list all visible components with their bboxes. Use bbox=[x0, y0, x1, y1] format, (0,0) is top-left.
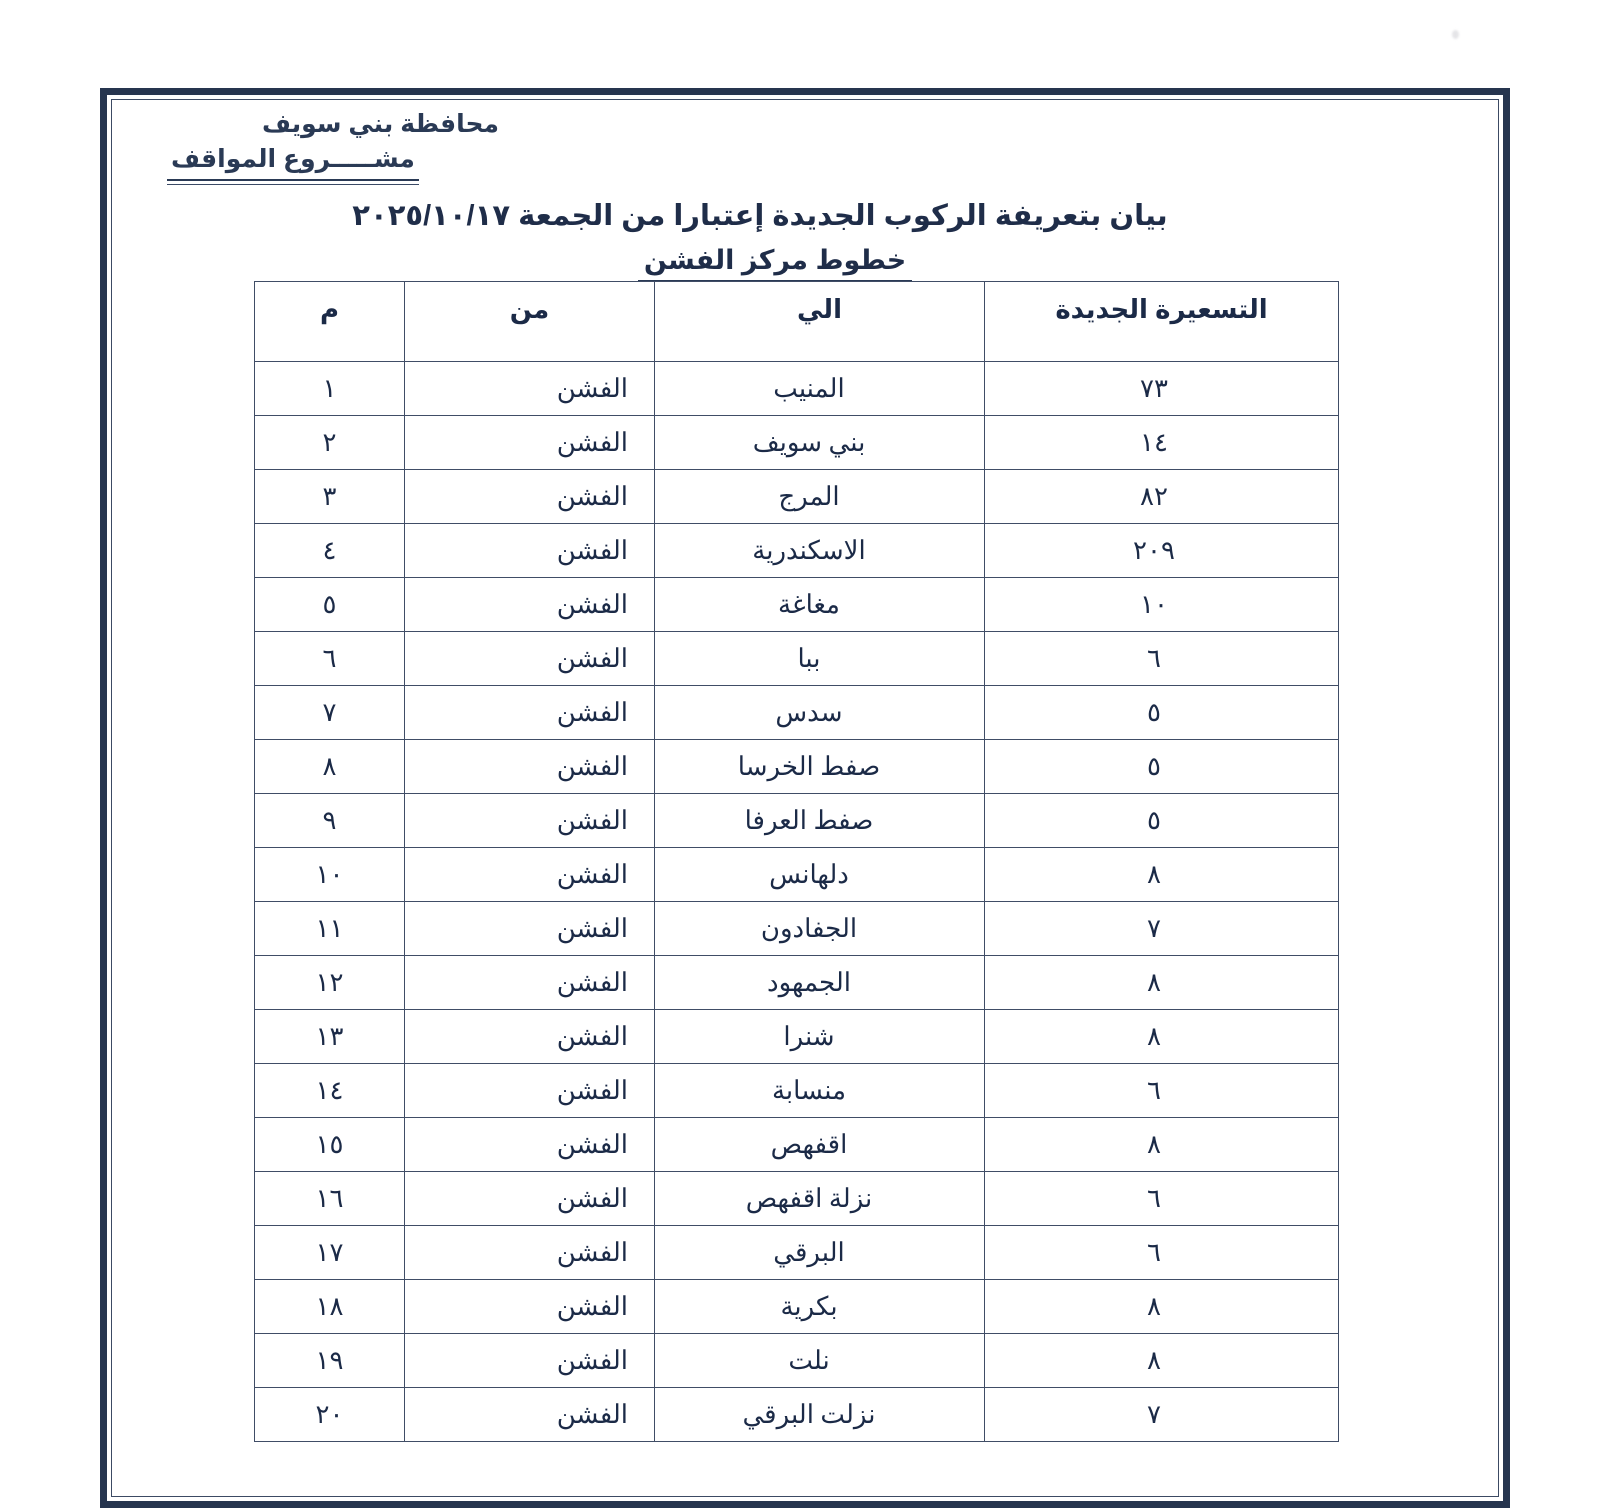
cell-destination: البرقي bbox=[655, 1226, 985, 1280]
table-row bbox=[255, 524, 1339, 578]
cell-fare: ٢٠٩ bbox=[985, 524, 1339, 578]
page-border-frame bbox=[100, 88, 1510, 1508]
cell-row-number: ٣ bbox=[255, 470, 405, 524]
table-row bbox=[255, 470, 1339, 524]
cell-fare: ٥ bbox=[985, 686, 1339, 740]
column-header-no: م bbox=[255, 282, 405, 362]
cell-fare: ٥ bbox=[985, 740, 1339, 794]
cell-origin: الفشن bbox=[405, 524, 655, 578]
cell-row-number: ١ bbox=[255, 362, 405, 416]
cell-origin: الفشن bbox=[405, 362, 655, 416]
cell-origin: الفشن bbox=[405, 848, 655, 902]
cell-destination: بكرية bbox=[655, 1280, 985, 1334]
cell-origin: الفشن bbox=[405, 1118, 655, 1172]
cell-origin: الفشن bbox=[405, 578, 655, 632]
column-header-fare: التسعيرة الجديدة bbox=[985, 282, 1339, 362]
cell-fare: ٧ bbox=[985, 1388, 1339, 1442]
cell-origin: الفشن bbox=[405, 1388, 655, 1442]
cell-fare: ٨ bbox=[985, 1280, 1339, 1334]
cell-origin: الفشن bbox=[405, 1226, 655, 1280]
column-header-from: من bbox=[405, 282, 655, 362]
cell-destination: الاسكندرية bbox=[655, 524, 985, 578]
cell-row-number: ١١ bbox=[255, 902, 405, 956]
cell-origin: الفشن bbox=[405, 416, 655, 470]
cell-row-number: ٥ bbox=[255, 578, 405, 632]
cell-destination: صفط الخرسا bbox=[655, 740, 985, 794]
table-row bbox=[255, 848, 1339, 902]
cell-origin: الفشن bbox=[405, 956, 655, 1010]
cell-row-number: ٨ bbox=[255, 740, 405, 794]
fares-table bbox=[254, 281, 1339, 1442]
table-row bbox=[255, 1172, 1339, 1226]
cell-row-number: ١٢ bbox=[255, 956, 405, 1010]
cell-fare: ٧٣ bbox=[985, 362, 1339, 416]
table-row bbox=[255, 794, 1339, 848]
page-subtitle-row bbox=[167, 243, 1423, 282]
cell-destination: مغاغة bbox=[655, 578, 985, 632]
cell-destination: نلت bbox=[655, 1334, 985, 1388]
cell-origin: الفشن bbox=[405, 1334, 655, 1388]
table-row bbox=[255, 1118, 1339, 1172]
cell-row-number: ١٤ bbox=[255, 1064, 405, 1118]
cell-origin: الفشن bbox=[405, 1280, 655, 1334]
table-row bbox=[255, 416, 1339, 470]
scan-artifact-speck bbox=[1452, 30, 1459, 39]
table-row bbox=[255, 362, 1339, 416]
cell-row-number: ١٠ bbox=[255, 848, 405, 902]
cell-destination: شنرا bbox=[655, 1010, 985, 1064]
table-row bbox=[255, 1064, 1339, 1118]
cell-destination: صفط العرفا bbox=[655, 794, 985, 848]
cell-destination: الجفادون bbox=[655, 902, 985, 956]
cell-row-number: ٤ bbox=[255, 524, 405, 578]
column-header-to: الي bbox=[655, 282, 985, 362]
cell-destination: اقفهص bbox=[655, 1118, 985, 1172]
cell-row-number: ٢٠ bbox=[255, 1388, 405, 1442]
cell-destination: نزلة اقفهص bbox=[655, 1172, 985, 1226]
cell-fare: ١٠ bbox=[985, 578, 1339, 632]
cell-fare: ٥ bbox=[985, 794, 1339, 848]
cell-fare: ٨ bbox=[985, 1010, 1339, 1064]
fares-table-container bbox=[255, 281, 1339, 1442]
cell-row-number: ٦ bbox=[255, 632, 405, 686]
table-row bbox=[255, 1010, 1339, 1064]
cell-fare: ١٤ bbox=[985, 416, 1339, 470]
table-row bbox=[255, 956, 1339, 1010]
cell-fare: ٨ bbox=[985, 956, 1339, 1010]
project-label-row bbox=[167, 141, 1423, 181]
page-subtitle: خطوط مركز الفشن bbox=[638, 243, 912, 282]
table-row bbox=[255, 1334, 1339, 1388]
table-row bbox=[255, 686, 1339, 740]
project-label: مشـــــروع المواقف bbox=[167, 141, 419, 181]
cell-origin: الفشن bbox=[405, 470, 655, 524]
table-row bbox=[255, 902, 1339, 956]
cell-fare: ٨ bbox=[985, 1118, 1339, 1172]
cell-origin: الفشن bbox=[405, 686, 655, 740]
cell-fare: ٧ bbox=[985, 902, 1339, 956]
table-row bbox=[255, 1280, 1339, 1334]
document-header bbox=[107, 95, 1503, 282]
cell-fare: ٨ bbox=[985, 848, 1339, 902]
cell-destination: المرج bbox=[655, 470, 985, 524]
cell-destination: الجمهود bbox=[655, 956, 985, 1010]
table-row bbox=[255, 740, 1339, 794]
cell-origin: الفشن bbox=[405, 902, 655, 956]
table-row bbox=[255, 578, 1339, 632]
cell-origin: الفشن bbox=[405, 740, 655, 794]
cell-fare: ٨ bbox=[985, 1334, 1339, 1388]
table-header bbox=[255, 282, 1339, 362]
cell-row-number: ٢ bbox=[255, 416, 405, 470]
cell-fare: ٦ bbox=[985, 1064, 1339, 1118]
cell-row-number: ٩ bbox=[255, 794, 405, 848]
table-header-row bbox=[255, 282, 1339, 362]
cell-fare: ٦ bbox=[985, 1226, 1339, 1280]
cell-row-number: ١٧ bbox=[255, 1226, 405, 1280]
cell-row-number: ١٩ bbox=[255, 1334, 405, 1388]
cell-destination: نزلت البرقي bbox=[655, 1388, 985, 1442]
table-row bbox=[255, 632, 1339, 686]
cell-destination: منسابة bbox=[655, 1064, 985, 1118]
cell-row-number: ١٣ bbox=[255, 1010, 405, 1064]
cell-destination: سدس bbox=[655, 686, 985, 740]
table-body bbox=[255, 362, 1339, 1442]
cell-row-number: ١٨ bbox=[255, 1280, 405, 1334]
cell-origin: الفشن bbox=[405, 794, 655, 848]
cell-row-number: ١٦ bbox=[255, 1172, 405, 1226]
table-row bbox=[255, 1226, 1339, 1280]
cell-destination: ببا bbox=[655, 632, 985, 686]
cell-row-number: ٧ bbox=[255, 686, 405, 740]
page-title: بيان بتعريفة الركوب الجديدة إعتبارا من الجمعة ٢٠٢٥/١٠/١٧ bbox=[352, 200, 1168, 232]
cell-origin: الفشن bbox=[405, 1172, 655, 1226]
governorate-label: محافظة بني سويف bbox=[262, 110, 499, 138]
cell-fare: ٦ bbox=[985, 1172, 1339, 1226]
cell-fare: ٦ bbox=[985, 632, 1339, 686]
cell-row-number: ١٥ bbox=[255, 1118, 405, 1172]
cell-fare: ٨٢ bbox=[985, 470, 1339, 524]
cell-origin: الفشن bbox=[405, 1010, 655, 1064]
cell-destination: المنيب bbox=[655, 362, 985, 416]
table-row bbox=[255, 1388, 1339, 1442]
cell-origin: الفشن bbox=[405, 1064, 655, 1118]
cell-destination: دلهانس bbox=[655, 848, 985, 902]
cell-destination: بني سويف bbox=[655, 416, 985, 470]
cell-origin: الفشن bbox=[405, 632, 655, 686]
